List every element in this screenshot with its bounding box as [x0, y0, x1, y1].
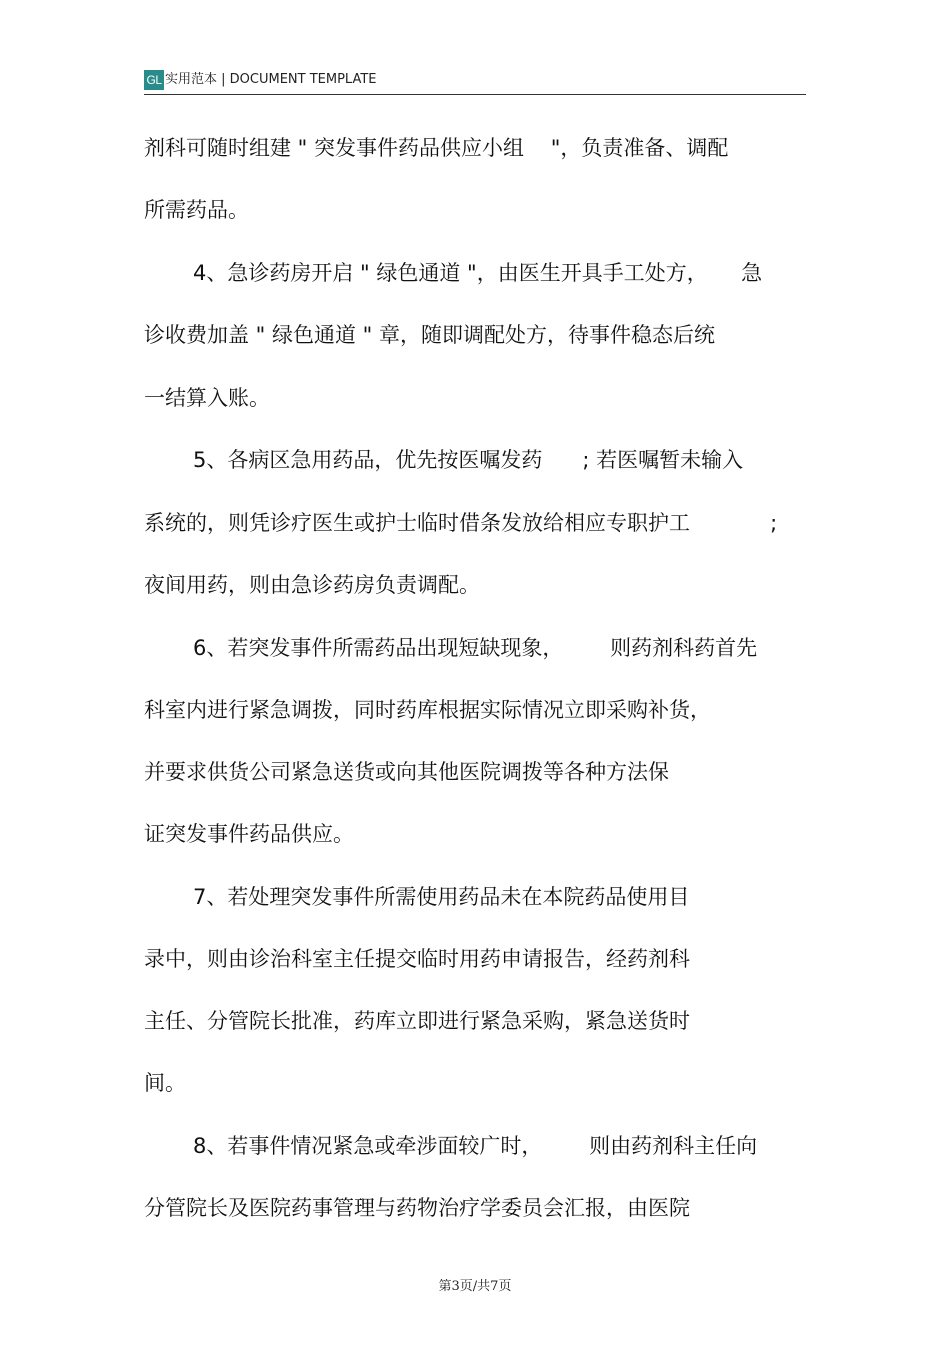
text-line: 间。 — [144, 1071, 186, 1095]
text-line: 系统的，则凭诊疗医生或护士临时借条发放给相应专职护工 ; — [144, 511, 778, 535]
text-line: 8、若事件情况紧急或牵涉面较广时， 则由药剂科主任向 — [193, 1134, 758, 1158]
text-line: 4、急诊药房开启 " 绿色通道 "，由医生开具手工处方， 急 — [193, 261, 763, 285]
text-line: 主任、分管院长批准，药库立即进行紧急采购，紧急送货时 — [144, 1009, 690, 1033]
text-line: 科室内进行紧急调拨，同时药库根据实际情况立即采购补货， — [144, 698, 711, 722]
text-line: 所需药品。 — [144, 198, 249, 222]
page-header — [144, 70, 806, 95]
text-line: 剂科可随时组建 " 突发事件药品供应小组 "，负责准备、调配 — [144, 136, 729, 160]
logo-icon: GL — [144, 70, 164, 90]
text-line: 并要求供货公司紧急送货或向其他医院调拨等各种方法保 — [144, 760, 669, 784]
text-line: 夜间用药，则由急诊药房负责调配。 — [144, 573, 480, 597]
text-line: 诊收费加盖 " 绿色通道 " 章，随即调配处方，待事件稳态后统 — [144, 323, 716, 347]
text-line: 录中，则由诊治科室主任提交临时用药申请报告，经药剂科 — [144, 947, 690, 971]
text-line: 证突发事件药品供应。 — [144, 822, 354, 846]
header-title: 实用范本 | DOCUMENT TEMPLATE — [165, 72, 377, 87]
text-line: 6、若突发事件所需药品出现短缺现象， 则药剂科药首先 — [193, 636, 758, 660]
text-line: 一结算入账。 — [144, 386, 270, 410]
text-line: 7、若处理突发事件所需使用药品未在本院药品使用目 — [193, 885, 690, 909]
page-number: 第3页/共7页 — [438, 1279, 512, 1294]
text-line: 5、各病区急用药品，优先按医嘱发药 ; 若医嘱暂未输入 — [193, 448, 744, 472]
text-line: 分管院长及医院药事管理与药物治疗学委员会汇报，由医院 — [144, 1196, 690, 1220]
